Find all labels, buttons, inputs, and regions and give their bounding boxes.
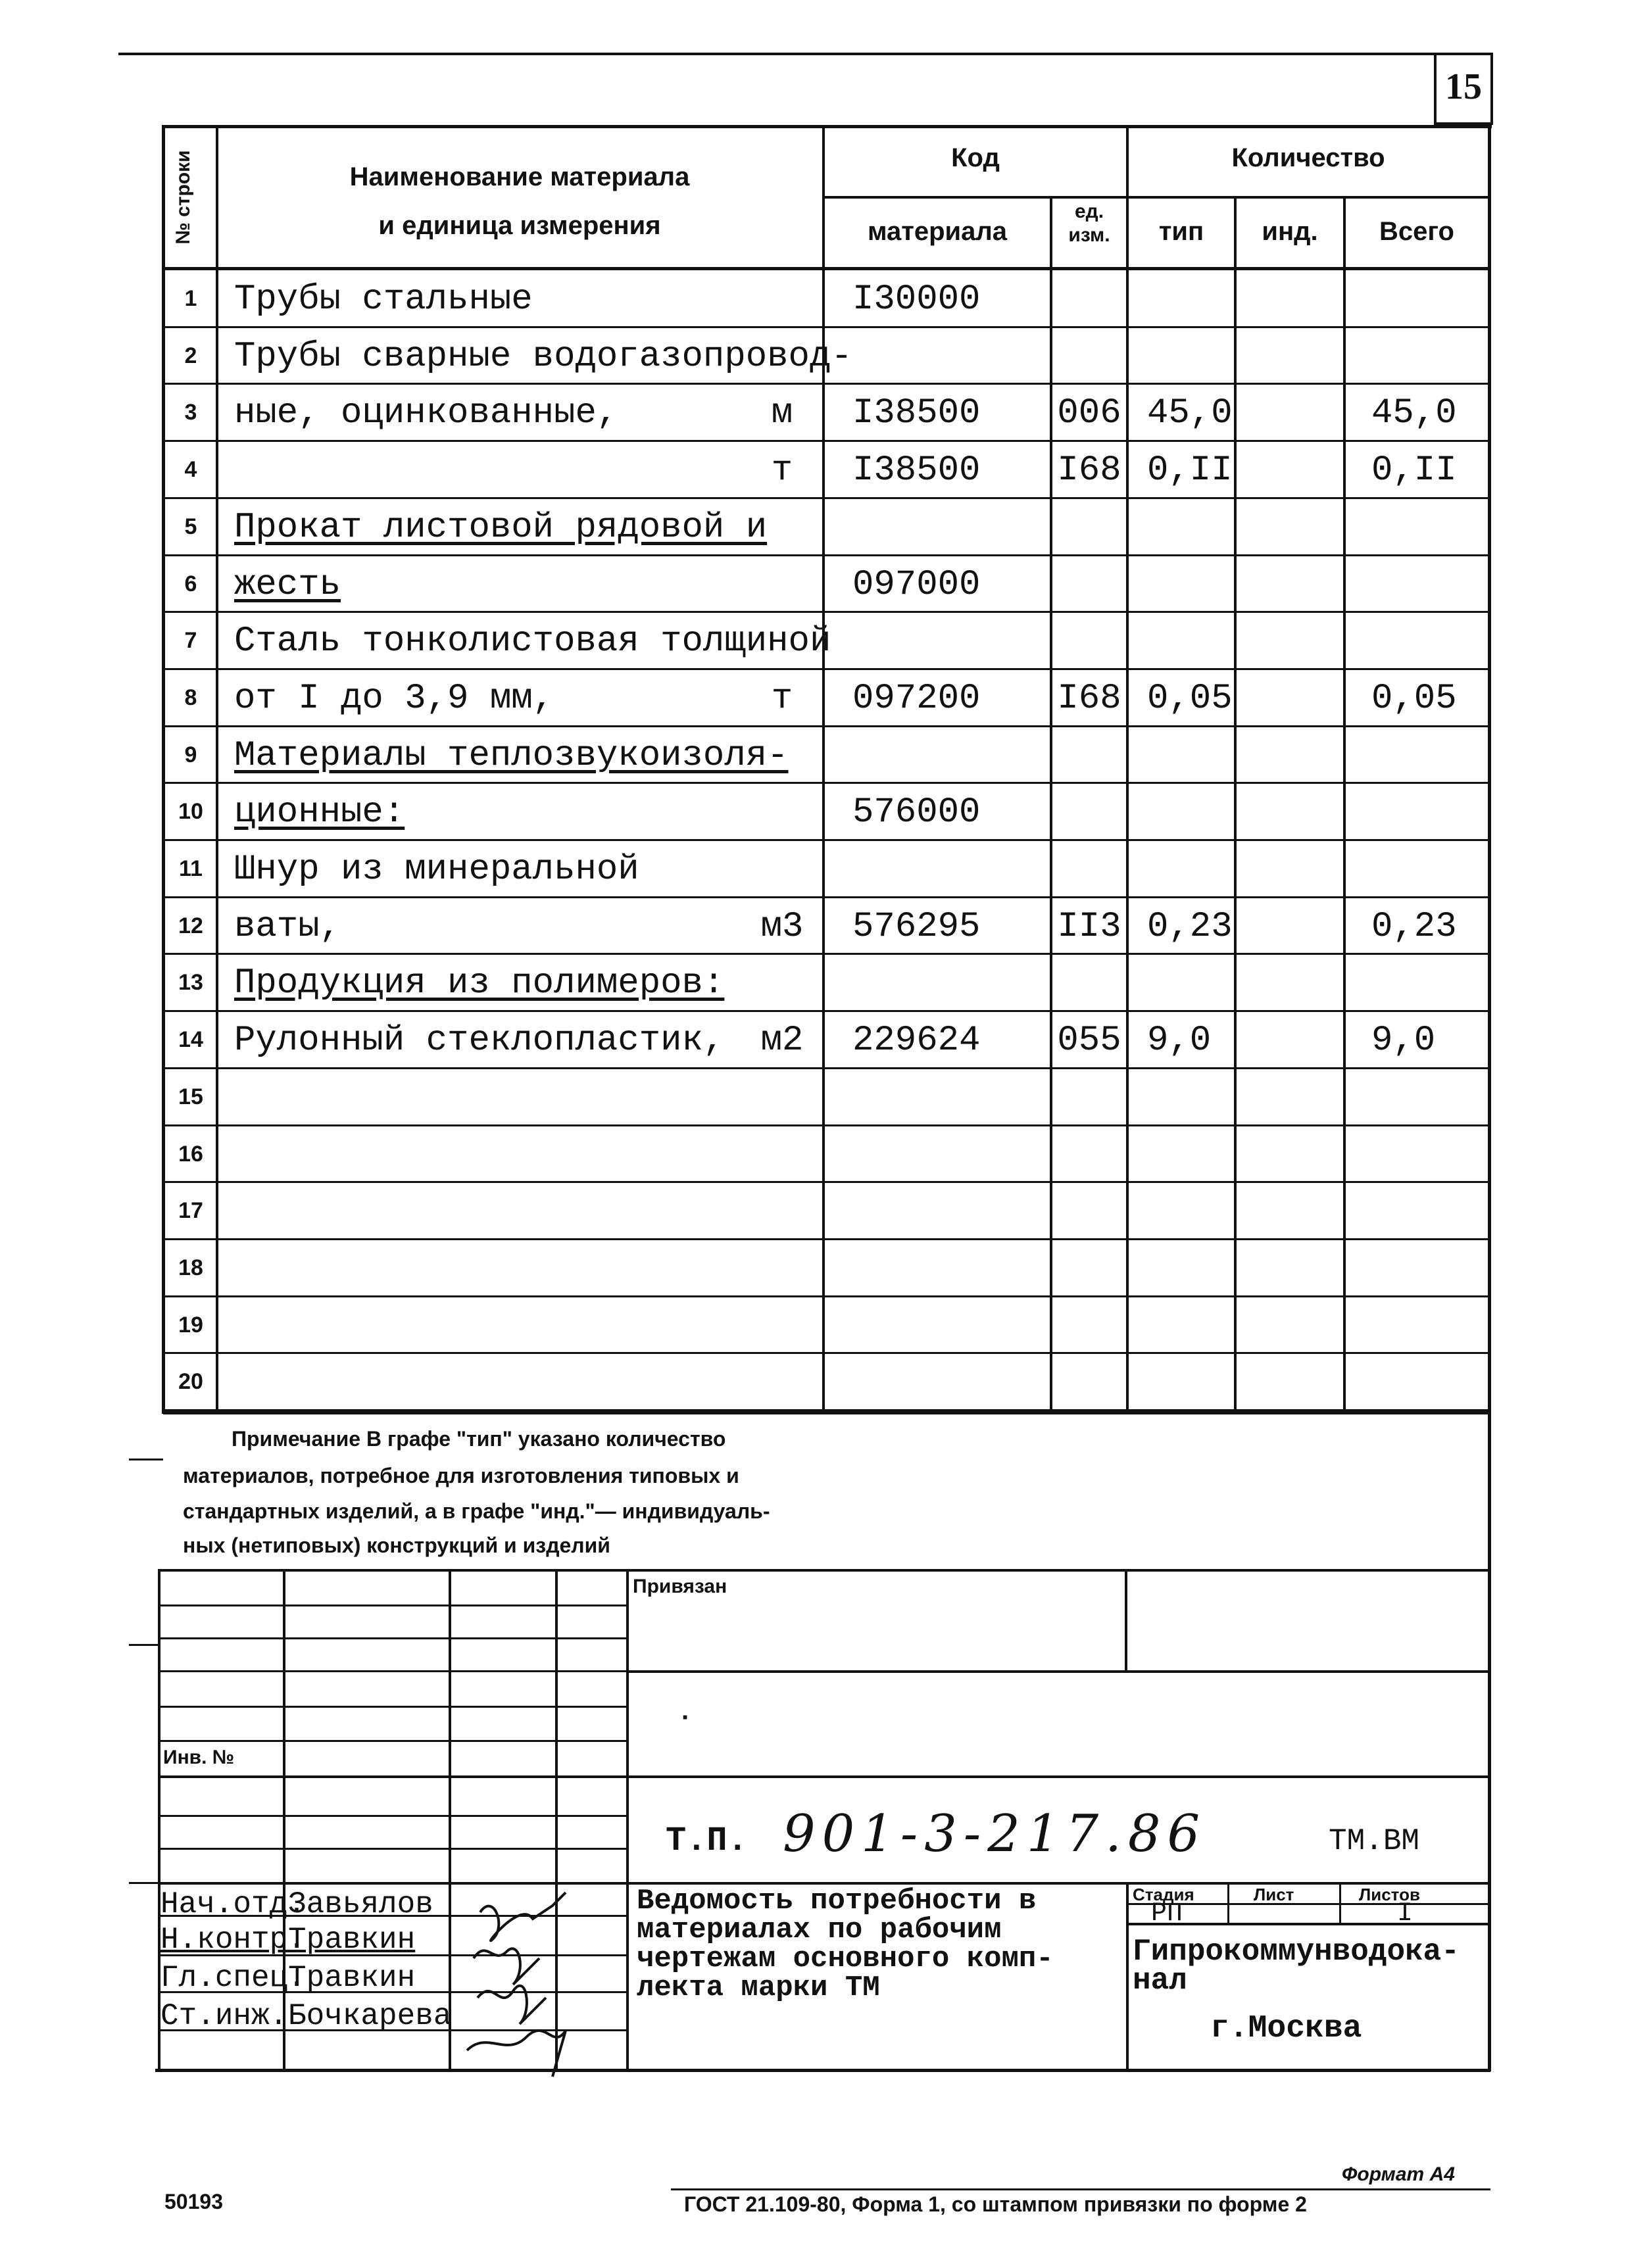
title-line-2: материалах по рабочим [637,1914,1002,1946]
header-mid-rule [822,196,1490,199]
margin-tick-3 [129,1882,158,1884]
row-number: 8 [184,685,197,710]
row-total: 45,0 [1371,393,1457,433]
header-unit-meas: ед. изм. [1068,201,1110,246]
row-meas: 006 [1057,393,1121,433]
footer-left-code: 50193 [164,2190,223,2213]
row-name: Прокат листовой рядовой и [234,508,768,548]
row-total: 0,05 [1371,679,1457,719]
sheet-label: Лист [1254,1885,1294,1904]
stamp-col-4 [626,1569,629,2071]
row-rule [163,782,1490,784]
row-rule [163,1124,1490,1126]
row-typ: 0,II [1147,450,1233,491]
note-line-1: Примечание В графе "тип" указано количество [232,1427,726,1451]
margin-tick-2 [129,1644,158,1646]
row-rule [163,1181,1490,1183]
stamp-col-1 [283,1569,285,2071]
row-code: I38500 [852,393,981,433]
row-name: ционные: [234,792,405,832]
stamp-rule-c [158,1670,626,1672]
col-material-sep [1050,197,1052,1414]
frame-top [163,125,1492,128]
row-code: 229624 [852,1021,981,1061]
row-rule [163,953,1490,955]
footer-rule [671,2188,1490,2190]
footer-gost: ГОСТ 21.109-80, Форма 1, со штампом привязки по форме 2 [684,2192,1307,2216]
row-unit: м3 [760,907,804,947]
stamp-rule-e [158,1740,626,1742]
org-line-2: нал [1133,1964,1187,1998]
row-number: 18 [178,1255,203,1280]
title-line-3: чертежам основного комп- [637,1942,1054,1975]
row-name: Рулонный стеклопластик, [234,1021,725,1061]
row-rule [163,725,1490,727]
row-rule [163,554,1490,556]
sig-role-3: Гл.спец. [160,1961,306,1995]
row-typ: 45,0 [1147,393,1233,433]
row-typ: 0,23 [1147,907,1233,947]
row-rule [163,497,1490,499]
tb-col-sheets [1339,1882,1341,1923]
stamp-inv-no: Инв. № [163,1747,235,1768]
tb-col-stage [1126,1882,1129,2071]
sheet-box-right [1490,53,1493,125]
row-code: I30000 [852,279,981,320]
stamp-left [158,1569,160,2071]
row-name: от I до 3,9 мм, [234,679,554,719]
header-material: материала [867,217,1008,246]
row-number: 2 [184,343,197,368]
header-typ: тип [1158,217,1204,246]
row-number: 19 [178,1313,203,1338]
row-number: 9 [184,742,197,767]
sheet-number: 15 [1445,66,1482,107]
row-number: 13 [178,970,203,995]
col-name-sep [822,125,825,1414]
row-code: I38500 [852,450,981,491]
row-rule [163,440,1490,442]
stamp-right-col [1125,1569,1127,1672]
row-name: Шнур из минеральной [234,850,639,890]
row-number: 5 [184,514,197,539]
stamp-mid-rule [626,1670,1490,1673]
doc-number: 901-3-217.86 [783,1804,1207,1864]
stamp-col-2 [449,1569,451,2071]
row-number: 12 [178,913,203,938]
org-city: г.Москва [1210,2011,1362,2046]
header-bottom-rule [163,267,1490,270]
note-line-3: стандартных изделий, а в графе "инд."— индивидуаль- [183,1499,770,1523]
sheets-value: I [1397,1899,1413,1929]
row-typ: 0,05 [1147,679,1233,719]
row-number: 3 [184,400,197,425]
col-unit-sep [1126,125,1129,1414]
row-name: Материалы теплозвукоизоля- [234,736,789,776]
row-meas: I68 [1057,450,1121,491]
row-name: жесть [234,565,341,605]
stamp-privyazan: Привязан [633,1576,727,1597]
row-number: 20 [178,1369,203,1394]
tb-col-sheet [1227,1882,1229,1923]
sheets-label: Листов [1359,1885,1420,1904]
sig-name-1: Завьялов [288,1887,433,1921]
header-total: Всего [1379,217,1454,246]
stamp-rule-f [158,1775,1490,1778]
row-name: ваты, [234,907,341,947]
margin-tick-1 [129,1459,163,1460]
row-meas: II3 [1057,907,1121,947]
frame-bottom [155,2069,1490,2072]
note-line-4: ных (нетиповых) конструкций и изделий [183,1533,610,1557]
title-line-4: лекта марки ТМ [637,1971,880,2004]
row-number: 4 [184,457,197,482]
row-number: 17 [178,1198,203,1223]
row-number: 15 [178,1084,203,1109]
row-unit: т [771,679,793,719]
row-unit: м2 [760,1021,804,1061]
sig-role-4: Ст.инж. [160,1999,288,2033]
row-unit: м [771,393,793,433]
row-rule [163,611,1490,613]
row-rule [163,1352,1490,1354]
row-name: Сталь тонколистовая толщиной [234,621,831,662]
row-rule [163,839,1490,841]
row-total: 0,23 [1371,907,1457,947]
row-total: 9,0 [1371,1021,1436,1061]
stage-value: РП [1151,1899,1183,1929]
row-rule [163,326,1490,328]
top-rule [118,53,1493,55]
row-total: 0,II [1371,450,1457,491]
sig-role-1: Нач.отд. [160,1887,306,1921]
stage-label: Стадия [1133,1885,1194,1904]
row-name: Трубы сварные водогазопровод- [234,337,852,377]
row-number: 11 [179,856,203,881]
row-rule [163,383,1490,385]
row-meas: 055 [1057,1021,1121,1061]
row-rule [163,668,1490,670]
row-code: 576000 [852,792,981,832]
note-line-2: материалов, потребное для изготовления типовых и [183,1464,739,1487]
row-unit: т [771,450,793,491]
stamp-rule-a [158,1604,626,1606]
row-number: 1 [184,286,197,311]
row-rule [163,1010,1490,1012]
header-quantity: Количество [1231,143,1385,172]
stamp-rule-b [158,1637,626,1639]
row-meas: I68 [1057,679,1121,719]
row-rule [163,896,1490,898]
footer-format: Формат А4 [1342,2163,1455,2185]
row-code: 576295 [852,907,981,947]
row-name: ные, оцинкованные, [234,393,618,433]
sig-role-2: Н.контр. [160,1923,306,1957]
title-line-1: Ведомость потребности в [637,1885,1037,1918]
row-number: 10 [178,799,203,824]
header-code: Код [951,143,1000,172]
stamp-rule-g [158,1815,626,1817]
note-bottom-rule [158,1569,1490,1572]
row-name: Продукция из полимеров: [234,963,725,1003]
row-code: 097200 [852,679,981,719]
handwritten-signatures [454,1886,592,2083]
org-line-1: Гипрокоммунводока- [1133,1935,1460,1969]
stamp-rule-h [158,1848,626,1850]
sig-name-2: Травкин [288,1923,416,1957]
doc-code: Т.П. [666,1822,748,1860]
row-name: Трубы стальные [234,279,533,320]
row-rule [163,1295,1490,1297]
row-typ: 9,0 [1147,1021,1212,1061]
header-ind: инд. [1262,217,1318,246]
table-bottom-rule [163,1411,1490,1414]
row-code: 097000 [852,565,981,605]
row-number: 14 [178,1027,203,1052]
header-row-number: № строки [172,150,194,245]
stamp-dash: · [681,1703,691,1732]
row-number: 16 [178,1142,203,1167]
col-ind-sep [1343,197,1346,1414]
row-rule [163,1238,1490,1240]
stamp-rule-d [158,1706,626,1708]
col-typ-sep [1234,197,1237,1414]
sig-name-4: Бочкарева [288,1999,452,2033]
row-number: 7 [184,628,197,653]
row-rule [163,1067,1490,1069]
doc-mark: ТМ.ВМ [1329,1824,1420,1858]
sig-name-3: Травкин [288,1961,416,1995]
header-name: Наименование материала и единица измерения [349,162,690,240]
row-number: 6 [184,571,197,596]
frame-right [1488,125,1491,2071]
